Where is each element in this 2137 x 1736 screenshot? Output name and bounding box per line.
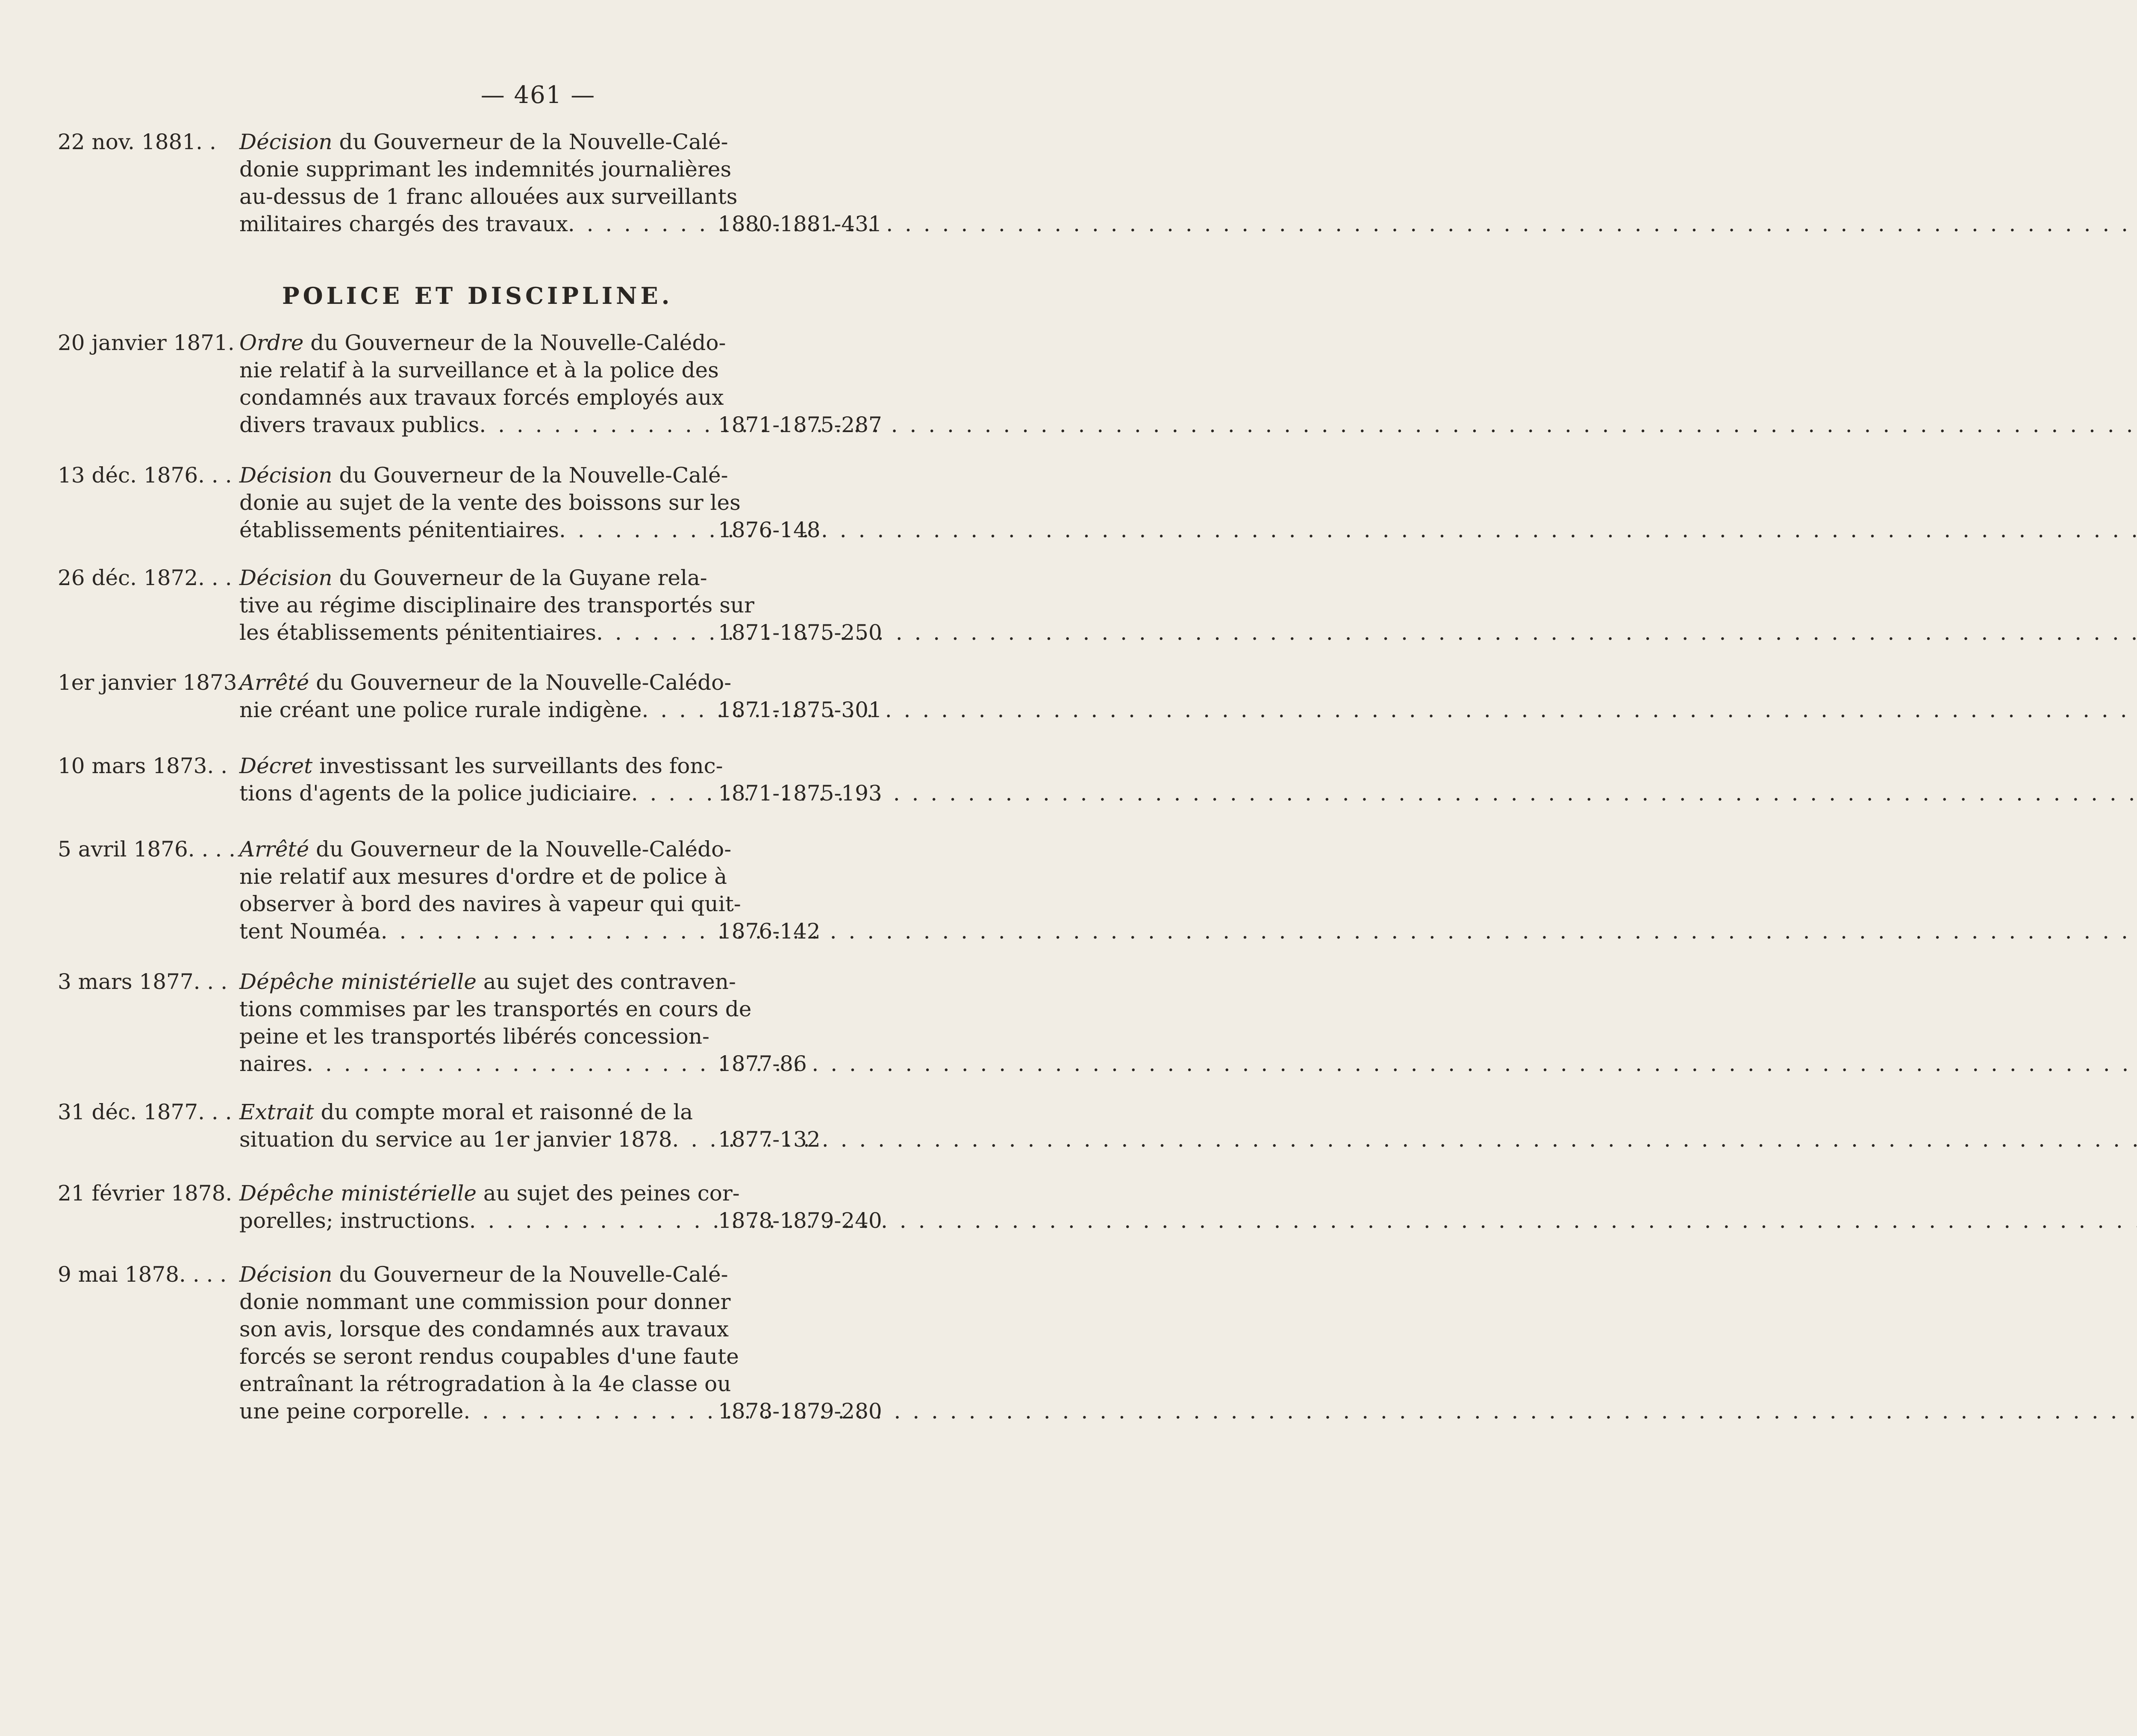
description-text: nie créant une police rurale indigène — [239, 697, 642, 722]
description-line — [239, 1261, 728, 1288]
document-type: Décision — [239, 129, 333, 154]
description-text: les établissements pénitentiaires — [239, 620, 597, 645]
description-line: forcés se seront rendus coupables d'une faute — [239, 1344, 739, 1369]
entry-description — [239, 836, 741, 945]
entry-description — [239, 564, 754, 646]
entry-reference: 1878-1879-280 — [718, 1399, 882, 1424]
entry-description — [239, 1180, 740, 1234]
description-text: du Gouverneur de la Nouvelle-Calédo- — [303, 330, 726, 355]
description-text: du Gouverneur de la Nouvelle-Calé- — [332, 463, 728, 488]
entry-reference: 1878-1879-240 — [718, 1208, 882, 1233]
entry-date: 22 nov. 1881. . — [58, 129, 216, 154]
entry-description — [239, 462, 741, 544]
description-last-line — [239, 411, 709, 438]
description-text: du Gouverneur de la Nouvelle-Calédo- — [309, 670, 732, 695]
description-line: nie relatif aux mesures d'ordre et de police à — [239, 864, 727, 889]
description-text: naires — [239, 1051, 307, 1076]
description-line: nie relatif à la surveillance et à la police des — [239, 358, 719, 383]
description-line — [239, 329, 726, 356]
description-text: situation du service au 1er janvier 1878 — [239, 1127, 672, 1152]
description-last-line — [239, 1050, 709, 1077]
document-type: Extrait — [239, 1100, 314, 1124]
description-line — [239, 128, 728, 156]
entry-date: 20 janvier 1871. — [58, 330, 235, 355]
description-text: au sujet des contraven- — [476, 969, 736, 994]
description-line — [239, 1098, 709, 1126]
description-line: donie nommant une commission pour donner — [239, 1289, 731, 1314]
entry-reference: 1871-1875-193 — [718, 781, 882, 806]
leader-dots — [306, 1050, 2137, 1077]
entry-description — [239, 329, 726, 438]
document-type: Ordre — [239, 330, 304, 355]
description-text: tions d'agents de la police judiciaire — [239, 781, 631, 806]
entry-description — [239, 1261, 739, 1425]
description-last-line — [239, 1207, 709, 1234]
description-line — [239, 836, 732, 863]
entry-description — [239, 968, 752, 1077]
entry-reference: 1877-86 — [718, 1051, 807, 1076]
description-text: militaires chargés des travaux — [239, 212, 568, 236]
document-type: Décret — [239, 753, 313, 778]
description-line: peine et les transportés libérés concession- — [239, 1024, 709, 1049]
entry-date: 10 mars 1873. . — [58, 753, 228, 778]
description-line — [239, 669, 732, 696]
description-last-line — [239, 516, 709, 544]
description-line: entraînant la rétrogradation à la 4e classe ou — [239, 1371, 731, 1396]
entry-date: 13 déc. 1876. . . — [58, 463, 232, 488]
description-text: porelles; instructions — [239, 1208, 469, 1233]
entry-reference: 1880-1881-431 — [718, 212, 882, 236]
entry-description — [239, 669, 732, 724]
document-type: Arrêté — [239, 670, 309, 695]
entry-description — [239, 1098, 709, 1153]
description-last-line — [239, 210, 709, 238]
description-text: une peine corporelle — [239, 1399, 464, 1424]
section-heading: POLICE ET DISCIPLINE. — [282, 282, 673, 309]
page-number: — 461 — — [480, 81, 596, 109]
entry-description — [239, 128, 738, 238]
entry-date: 1er janvier 1873. — [58, 670, 244, 695]
leader-dots — [381, 918, 2137, 945]
description-text: du Gouverneur de la Nouvelle-Calé- — [332, 129, 728, 154]
description-line: au-dessus de 1 franc allouées aux surveillants — [239, 184, 738, 209]
description-line — [239, 752, 723, 780]
description-text: établissements pénitentiaires — [239, 518, 559, 542]
description-last-line — [239, 619, 709, 646]
entry-date: 26 déc. 1872. . . — [58, 565, 232, 590]
description-line: son avis, lorsque des condamnés aux travaux — [239, 1317, 729, 1342]
description-line — [239, 564, 709, 591]
entry-reference: 1871-1875-287 — [718, 412, 882, 437]
description-text: investissant les surveillants des fonc- — [312, 753, 723, 778]
document-type: Décision — [239, 463, 333, 488]
document-type: Arrêté — [239, 837, 309, 862]
description-text: divers travaux publics — [239, 412, 480, 437]
description-line — [239, 462, 728, 489]
document-type: Décision — [239, 1262, 333, 1287]
entry-reference: 1871-1875-301 — [718, 697, 882, 722]
description-line: tive au régime disciplinaire des transportés sur — [239, 593, 754, 618]
description-text: au sujet des peines cor- — [476, 1181, 740, 1206]
document-type: Dépêche ministérielle — [239, 969, 477, 994]
entry-date: 5 avril 1876. . . . — [58, 837, 236, 862]
entry-reference: 1876-148 — [718, 518, 821, 542]
leader-dots — [463, 1398, 2137, 1425]
description-line: condamnés aux travaux forcés employés aux — [239, 385, 724, 410]
entry-reference: 1871-1875-250 — [718, 620, 882, 645]
entry-date: 3 mars 1877. . . — [58, 969, 228, 994]
description-last-line — [239, 1398, 709, 1425]
description-text: tent Nouméa — [239, 919, 381, 944]
entry-description — [239, 752, 723, 807]
description-last-line — [239, 696, 709, 724]
description-line: tions commises par les transportés en cours de — [239, 997, 752, 1021]
description-line — [239, 968, 736, 995]
entry-reference: 1876-142 — [718, 919, 821, 944]
description-text: du Gouverneur de la Nouvelle-Calédo- — [309, 837, 732, 862]
document-type: Dépêche ministérielle — [239, 1181, 477, 1206]
description-text: du Gouverneur de la Guyane rela- — [332, 565, 707, 590]
description-last-line — [239, 780, 709, 807]
description-text: du compte moral et raisonné de la — [314, 1100, 693, 1124]
entry-date: 21 février 1878. — [58, 1181, 233, 1206]
description-line: donie supprimant les indemnités journalières — [239, 157, 732, 182]
description-last-line — [239, 1126, 709, 1153]
description-line: donie au sujet de la vente des boissons sur les — [239, 490, 741, 515]
document-type: Décision — [239, 565, 333, 590]
description-line — [239, 1180, 740, 1207]
entry-reference: 1877-132 — [718, 1127, 821, 1152]
description-last-line — [239, 918, 709, 945]
description-line: observer à bord des navires à vapeur qui quit- — [239, 892, 741, 916]
entry-date: 31 déc. 1877. . . — [58, 1100, 232, 1124]
description-text: du Gouverneur de la Nouvelle-Calé- — [332, 1262, 728, 1287]
entry-date: 9 mai 1878. . . . — [58, 1262, 227, 1287]
